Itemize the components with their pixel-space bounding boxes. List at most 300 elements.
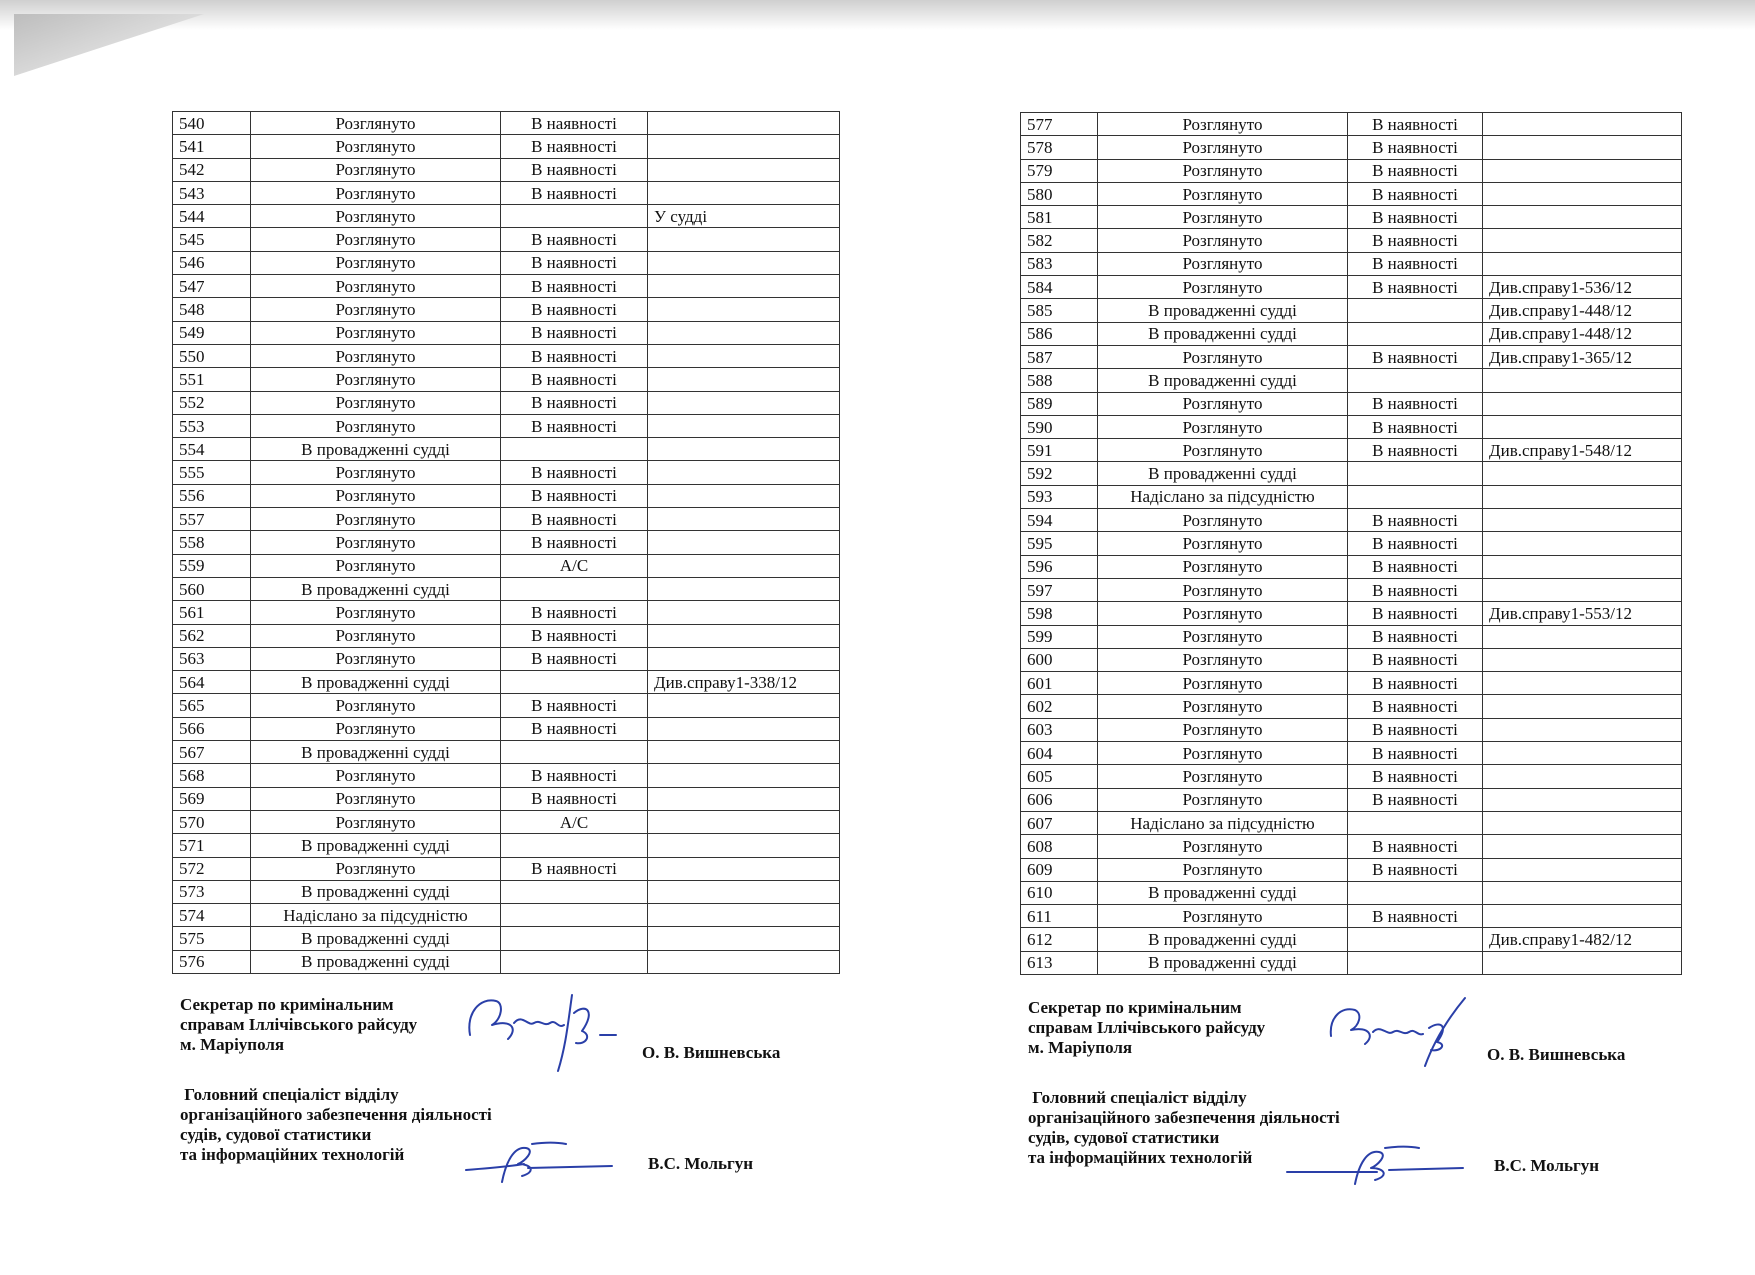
case-status-cell: Розглянуто [251,810,501,833]
table-row [173,321,840,344]
case-availability-cell [501,205,648,228]
case-note-cell [648,601,840,624]
case-status-cell: Надіслано за підсудністю [1098,485,1348,508]
case-note-cell [1483,648,1682,671]
table-row [173,810,840,833]
case-number-cell: 577 [1021,113,1098,136]
case-number-cell: 612 [1021,928,1098,951]
case-note-cell [1483,881,1682,904]
case-note-cell [1483,113,1682,136]
case-availability-cell [501,904,648,927]
case-availability-cell: В наявності [1348,136,1483,159]
case-status-cell: Розглянуто [1098,509,1348,532]
case-note-cell [648,741,840,764]
case-note-cell [648,344,840,367]
case-number-cell: 573 [173,880,251,903]
case-availability-cell: В наявності [501,275,648,298]
specialist-title-line: та інформаційних технологій [180,1145,405,1164]
case-number-cell: 560 [173,577,251,600]
case-status-cell: Розглянуто [1098,625,1348,648]
case-note-cell [648,181,840,204]
table-row [1021,136,1682,159]
case-availability-cell [501,671,648,694]
case-status-cell: В провадженні судді [251,927,501,950]
secretary-handwritten-signature [462,983,622,1083]
table-row [173,484,840,507]
secretary-title-line: справам Іллічівського райсуду [1028,1018,1266,1037]
table-row [1021,276,1682,299]
case-availability-cell: В наявності [501,764,648,787]
case-note-cell [648,112,840,135]
case-note-cell [1483,765,1682,788]
case-note-cell [648,717,840,740]
case-availability-cell: В наявності [1348,765,1483,788]
case-status-cell: Розглянуто [251,368,501,391]
case-availability-cell [1348,881,1483,904]
case-status-cell: Розглянуто [251,135,501,158]
table-row [173,298,840,321]
case-status-cell: Розглянуто [251,601,501,624]
case-number-cell: 603 [1021,718,1098,741]
case-status-cell: Розглянуто [251,554,501,577]
case-number-cell: 556 [173,484,251,507]
table-row [173,880,840,903]
case-number-cell: 570 [173,810,251,833]
table-row [173,438,840,461]
case-note-cell [648,624,840,647]
table-row [173,554,840,577]
case-number-cell: 540 [173,112,251,135]
table-row [1021,555,1682,578]
table-row [173,694,840,717]
case-number-cell: 551 [173,368,251,391]
case-note-cell [648,834,840,857]
case-availability-cell [501,834,648,857]
case-status-cell: Розглянуто [251,694,501,717]
case-note-cell [1483,695,1682,718]
case-status-cell: Розглянуто [251,205,501,228]
table-row [173,764,840,787]
case-number-cell: 544 [173,205,251,228]
table-row [1021,159,1682,182]
case-availability-cell: В наявності [501,368,648,391]
case-availability-cell: В наявності [1348,578,1483,601]
table-row [1021,182,1682,205]
case-number-cell: 571 [173,834,251,857]
case-status-cell: Розглянуто [1098,136,1348,159]
case-note-cell: У судді [648,205,840,228]
case-number-cell: 584 [1021,276,1098,299]
case-status-cell: Розглянуто [1098,578,1348,601]
case-status-cell: Розглянуто [1098,742,1348,765]
specialist-title-line: судів, судової статистики [180,1125,372,1144]
table-row [173,251,840,274]
secretary-signature-block [180,995,417,1055]
case-note-cell: Див.справу1-482/12 [1483,928,1682,951]
case-number-cell: 589 [1021,392,1098,415]
case-availability-cell: В наявності [501,461,648,484]
case-note-cell [648,508,840,531]
case-availability-cell [501,741,648,764]
case-note-cell [648,554,840,577]
secretary-name: О. В. Вишневська [1487,1045,1626,1064]
case-note-cell [1483,718,1682,741]
case-availability-cell [1348,811,1483,834]
case-status-cell: Розглянуто [1098,276,1348,299]
case-note-cell: Див.справу1-548/12 [1483,439,1682,462]
case-status-cell: Надіслано за підсудністю [251,904,501,927]
case-status-cell: Розглянуто [251,251,501,274]
table-row [1021,462,1682,485]
case-availability-cell [1348,485,1483,508]
case-availability-cell: В наявності [501,484,648,507]
case-note-cell [1483,159,1682,182]
case-number-cell: 608 [1021,835,1098,858]
case-number-cell: 591 [1021,439,1098,462]
secretary-title-line: Секретар по кримінальним [180,995,394,1014]
case-note-cell [648,927,840,950]
table-row [1021,881,1682,904]
case-availability-cell [1348,462,1483,485]
table-row [173,368,840,391]
table-row [173,181,840,204]
case-note-cell [648,461,840,484]
case-status-cell: В провадженні судді [1098,322,1348,345]
case-number-cell: 585 [1021,299,1098,322]
case-status-cell: Розглянуто [1098,229,1348,252]
case-status-cell: Розглянуто [251,228,501,251]
case-number-cell: 569 [173,787,251,810]
case-availability-cell: В наявності [1348,252,1483,275]
case-status-cell: Розглянуто [1098,555,1348,578]
case-note-cell [1483,811,1682,834]
case-status-cell: В провадженні судді [251,741,501,764]
case-status-cell: Розглянуто [1098,206,1348,229]
case-availability-cell: В наявності [1348,159,1483,182]
table-row [173,391,840,414]
table-row [173,158,840,181]
table-row [1021,369,1682,392]
case-status-cell: Розглянуто [1098,345,1348,368]
table-row [173,787,840,810]
case-number-cell: 547 [173,275,251,298]
table-row [173,135,840,158]
case-note-cell [648,438,840,461]
case-number-cell: 545 [173,228,251,251]
table-row [173,741,840,764]
case-number-cell: 602 [1021,695,1098,718]
table-row [1021,742,1682,765]
case-availability-cell: В наявності [501,414,648,437]
table-row [1021,252,1682,275]
case-number-cell: 613 [1021,951,1098,974]
case-availability-cell: В наявності [1348,742,1483,765]
table-row [173,414,840,437]
table-row [1021,672,1682,695]
secretary-handwritten-signature [1325,992,1485,1082]
case-availability-cell [501,438,648,461]
case-number-cell: 578 [1021,136,1098,159]
case-availability-cell: В наявності [1348,182,1483,205]
table-row [1021,788,1682,811]
case-number-cell: 562 [173,624,251,647]
case-status-cell: Розглянуто [1098,182,1348,205]
case-availability-cell: В наявності [1348,602,1483,625]
case-number-cell: 597 [1021,578,1098,601]
table-row [1021,625,1682,648]
case-status-cell: В провадженні судді [251,671,501,694]
case-note-cell [648,484,840,507]
table-row [1021,532,1682,555]
case-note-cell [648,694,840,717]
case-availability-cell: В наявності [1348,276,1483,299]
case-number-cell: 566 [173,717,251,740]
case-number-cell: 549 [173,321,251,344]
case-availability-cell: В наявності [501,135,648,158]
case-number-cell: 593 [1021,485,1098,508]
case-availability-cell: В наявності [501,531,648,554]
case-availability-cell: В наявності [501,647,648,670]
specialist-title-line: Головний спеціаліст відділу [1028,1088,1247,1107]
case-note-cell: Див.справу1-553/12 [1483,602,1682,625]
case-note-cell: Див.справу1-448/12 [1483,299,1682,322]
table-row [1021,345,1682,368]
case-note-cell: Див.справу1-338/12 [648,671,840,694]
case-status-cell: Розглянуто [1098,113,1348,136]
case-number-cell: 559 [173,554,251,577]
case-status-cell: В провадженні судді [251,950,501,973]
case-status-cell: Розглянуто [251,484,501,507]
case-availability-cell: В наявності [1348,835,1483,858]
case-note-cell [1483,835,1682,858]
case-number-cell: 592 [1021,462,1098,485]
table-row [173,834,840,857]
table-row [1021,509,1682,532]
case-number-cell: 557 [173,508,251,531]
case-status-cell: Розглянуто [251,321,501,344]
case-note-cell: Див.справу1-536/12 [1483,276,1682,299]
case-status-cell: Розглянуто [1098,765,1348,788]
case-availability-cell: В наявності [1348,625,1483,648]
case-availability-cell [1348,951,1483,974]
table-row [1021,905,1682,928]
case-status-cell: Розглянуто [251,391,501,414]
case-note-cell [648,251,840,274]
case-number-cell: 590 [1021,415,1098,438]
case-availability-cell [1348,299,1483,322]
table-row [1021,439,1682,462]
case-note-cell [1483,555,1682,578]
case-number-cell: 572 [173,857,251,880]
case-note-cell [1483,625,1682,648]
case-number-cell: 568 [173,764,251,787]
case-note-cell: Див.справу1-365/12 [1483,345,1682,368]
case-number-cell: 574 [173,904,251,927]
table-row [1021,322,1682,345]
case-number-cell: 595 [1021,532,1098,555]
case-availability-cell: В наявності [1348,206,1483,229]
table-row [173,508,840,531]
case-number-cell: 548 [173,298,251,321]
table-row [1021,113,1682,136]
case-note-cell [1483,485,1682,508]
case-status-cell: Розглянуто [1098,835,1348,858]
case-status-cell: Розглянуто [251,275,501,298]
case-registry-table [1020,112,1682,975]
case-number-cell: 586 [1021,322,1098,345]
specialist-handwritten-signature [1285,1140,1465,1195]
case-status-cell: В провадженні судді [251,834,501,857]
table-row [1021,811,1682,834]
table-row [173,647,840,670]
case-note-cell [648,764,840,787]
case-number-cell: 596 [1021,555,1098,578]
table-row [1021,392,1682,415]
case-availability-cell: В наявності [1348,509,1483,532]
case-note-cell [648,880,840,903]
case-status-cell: Розглянуто [251,461,501,484]
case-note-cell [648,414,840,437]
case-availability-cell: В наявності [1348,858,1483,881]
case-number-cell: 611 [1021,905,1098,928]
case-number-cell: 594 [1021,509,1098,532]
case-availability-cell: А/С [501,810,648,833]
secretary-title-line: м. Маріуполя [180,1035,285,1054]
case-note-cell [1483,392,1682,415]
case-note-cell [648,950,840,973]
case-status-cell: В провадженні судді [1098,369,1348,392]
table-row [173,531,840,554]
case-number-cell: 575 [173,927,251,950]
case-availability-cell: В наявності [501,344,648,367]
case-status-cell: В провадженні судді [251,438,501,461]
case-number-cell: 598 [1021,602,1098,625]
case-availability-cell: В наявності [1348,229,1483,252]
case-availability-cell: В наявності [501,321,648,344]
case-note-cell [1483,229,1682,252]
case-status-cell: Розглянуто [251,158,501,181]
table-row [1021,299,1682,322]
table-row [173,927,840,950]
specialist-title-line: організаційного забезпечення діяльності [180,1105,492,1124]
case-note-cell [648,158,840,181]
secretary-name: О. В. Вишневська [642,1043,781,1062]
case-note-cell [648,135,840,158]
case-status-cell: Розглянуто [1098,439,1348,462]
table-row [173,275,840,298]
case-status-cell: В провадженні судді [251,880,501,903]
case-status-cell: Розглянуто [251,624,501,647]
case-number-cell: 543 [173,181,251,204]
case-note-cell [1483,182,1682,205]
case-number-cell: 580 [1021,182,1098,205]
case-status-cell: Розглянуто [1098,718,1348,741]
case-number-cell: 561 [173,601,251,624]
case-number-cell: 563 [173,647,251,670]
case-status-cell: Розглянуто [251,344,501,367]
case-availability-cell: В наявності [1348,788,1483,811]
table-row [1021,206,1682,229]
secretary-title-line: Секретар по кримінальним [1028,998,1242,1017]
case-availability-cell [1348,369,1483,392]
table-row [1021,928,1682,951]
case-status-cell: Розглянуто [251,647,501,670]
case-number-cell: 542 [173,158,251,181]
case-note-cell [648,298,840,321]
case-number-cell: 554 [173,438,251,461]
case-availability-cell [501,880,648,903]
case-number-cell: 581 [1021,206,1098,229]
specialist-name: В.С. Мольгун [648,1154,754,1173]
case-availability-cell: В наявності [501,181,648,204]
table-row [1021,578,1682,601]
case-note-cell [648,368,840,391]
table-row [1021,229,1682,252]
document-page-left [0,0,877,1275]
case-number-cell: 552 [173,391,251,414]
case-availability-cell: В наявності [501,112,648,135]
case-status-cell: Розглянуто [251,764,501,787]
table-row [173,112,840,135]
case-status-cell: Розглянуто [251,298,501,321]
table-row [1021,835,1682,858]
case-availability-cell: В наявності [1348,439,1483,462]
table-row [173,671,840,694]
case-status-cell: Розглянуто [1098,858,1348,881]
case-note-cell [1483,578,1682,601]
case-number-cell: 558 [173,531,251,554]
case-number-cell: 541 [173,135,251,158]
case-availability-cell: В наявності [501,251,648,274]
case-number-cell: 607 [1021,811,1098,834]
table-row [173,228,840,251]
case-status-cell: В провадженні судді [1098,462,1348,485]
case-availability-cell: В наявності [501,787,648,810]
case-status-cell: Розглянуто [1098,602,1348,625]
case-note-cell [648,810,840,833]
case-note-cell [1483,742,1682,765]
case-number-cell: 606 [1021,788,1098,811]
case-number-cell: 564 [173,671,251,694]
case-number-cell: 567 [173,741,251,764]
case-number-cell: 610 [1021,881,1098,904]
case-status-cell: Розглянуто [1098,672,1348,695]
case-note-cell [1483,136,1682,159]
case-availability-cell: В наявності [1348,113,1483,136]
case-availability-cell: В наявності [501,857,648,880]
case-status-cell: Розглянуто [251,857,501,880]
case-availability-cell: В наявності [501,158,648,181]
case-number-cell: 609 [1021,858,1098,881]
table-row [1021,648,1682,671]
table-row [173,904,840,927]
table-row [1021,602,1682,625]
case-status-cell: Розглянуто [1098,415,1348,438]
case-availability-cell: В наявності [1348,415,1483,438]
specialist-title-line: судів, судової статистики [1028,1128,1220,1147]
case-number-cell: 588 [1021,369,1098,392]
case-number-cell: 576 [173,950,251,973]
case-status-cell: Надіслано за підсудністю [1098,811,1348,834]
case-registry-table [172,111,840,974]
case-availability-cell [501,950,648,973]
case-availability-cell: В наявності [1348,392,1483,415]
case-availability-cell: В наявності [501,624,648,647]
specialist-title-line: Головний спеціаліст відділу [180,1085,399,1104]
case-note-cell [1483,509,1682,532]
case-availability-cell: В наявності [501,694,648,717]
case-availability-cell: В наявності [1348,345,1483,368]
